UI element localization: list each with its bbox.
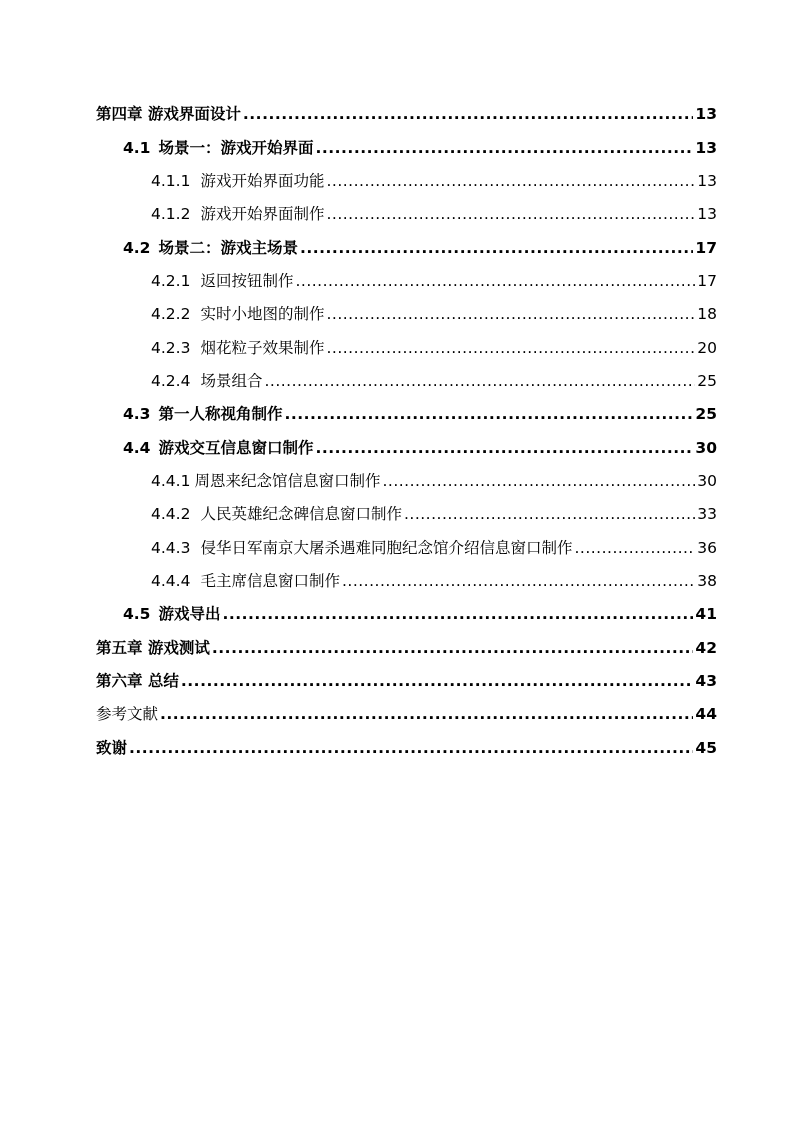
toc-entry-4-4-1[interactable] xyxy=(151,470,717,492)
toc-entry-title: 烟花粒子效果制作 xyxy=(200,339,325,357)
toc-entry-title: 第四章 游戏界面设计 xyxy=(96,105,241,123)
toc-entry-acknowledgements[interactable] xyxy=(96,737,717,759)
toc-entry-page: 13 xyxy=(697,172,717,190)
toc-entry-page: 13 xyxy=(695,139,717,157)
toc-entry-title: 侵华日军南京大屠杀遇难同胞纪念馆介绍信息窗口制作 xyxy=(200,539,573,557)
dot-leader xyxy=(315,137,693,159)
toc-entry-number: 4.1 xyxy=(123,139,151,157)
toc-entry-4-2-4[interactable] xyxy=(151,370,717,392)
dot-leader xyxy=(300,237,693,259)
toc-entry-number: 4.2.1 xyxy=(151,272,191,290)
toc-entry-title: 场景组合 xyxy=(200,372,263,390)
toc-entry-page: 17 xyxy=(695,239,717,257)
toc-entry-4-4-2[interactable] xyxy=(151,503,717,525)
toc-entry-page: 13 xyxy=(695,105,717,123)
toc-entry-4-2-3[interactable] xyxy=(151,337,717,359)
toc-entry-4-2-1[interactable] xyxy=(151,270,717,292)
toc-entry-title: 游戏开始界面功能 xyxy=(200,172,325,190)
dot-leader xyxy=(181,670,694,692)
toc-entry-chapter-4[interactable] xyxy=(96,103,717,125)
toc-entry-number: 4.4.4 xyxy=(151,572,191,590)
dot-leader xyxy=(160,703,693,725)
toc-entry-chapter-5[interactable] xyxy=(96,637,717,659)
toc-entry-page: 25 xyxy=(697,372,717,390)
toc-entry-page: 30 xyxy=(695,439,717,457)
toc-entry-page: 36 xyxy=(697,539,717,557)
toc-entry-4-2[interactable] xyxy=(123,237,717,259)
dot-leader xyxy=(326,170,695,192)
toc-entry-title: 毛主席信息窗口制作 xyxy=(200,572,340,590)
toc-entry-number: 4.3 xyxy=(123,405,151,423)
toc-entry-number: 4.5 xyxy=(123,605,151,623)
toc-entry-number: 4.1.1 xyxy=(151,172,191,190)
toc-entry-title: 致谢 xyxy=(96,739,128,757)
toc-entry-references[interactable] xyxy=(96,703,717,725)
toc-entry-4-1[interactable] xyxy=(123,137,717,159)
toc-entry-page: 13 xyxy=(697,205,717,223)
toc-entry-4-2-2[interactable] xyxy=(151,303,717,325)
dot-leader xyxy=(222,603,693,625)
toc-entry-page: 33 xyxy=(697,505,717,523)
toc-entry-number: 4.2.4 xyxy=(151,372,191,390)
toc-entry-page: 42 xyxy=(695,639,717,657)
dot-leader xyxy=(382,470,695,492)
toc-entry-number: 4.2.2 xyxy=(151,305,191,323)
dot-leader xyxy=(243,103,694,125)
toc-entry-page: 45 xyxy=(695,739,717,757)
toc-entry-page: 44 xyxy=(695,705,717,723)
toc-entry-number: 4.1.2 xyxy=(151,205,191,223)
dot-leader xyxy=(326,203,695,225)
toc-entry-title: 参考文献 xyxy=(96,705,159,723)
dot-leader xyxy=(315,437,693,459)
toc-entry-number: 4.4 xyxy=(123,439,151,457)
toc-entry-title: 场景一：游戏开始界面 xyxy=(158,139,314,157)
toc-entry-page: 38 xyxy=(697,572,717,590)
toc-entry-page: 18 xyxy=(697,305,717,323)
toc-entry-title: 第六章 总结 xyxy=(96,672,179,690)
toc-entry-title: 游戏交互信息窗口制作 xyxy=(158,439,314,457)
toc-entry-4-4-4[interactable] xyxy=(151,570,717,592)
toc-entry-4-4-3[interactable] xyxy=(151,537,717,559)
toc-entry-title: 第一人称视角制作 xyxy=(158,405,283,423)
toc-entry-title: 游戏开始界面制作 xyxy=(200,205,325,223)
dot-leader xyxy=(326,337,695,359)
toc-entry-page: 43 xyxy=(695,672,717,690)
dot-leader xyxy=(342,570,695,592)
dot-leader xyxy=(326,303,695,325)
dot-leader xyxy=(284,403,693,425)
toc-entry-4-1-1[interactable] xyxy=(151,170,717,192)
toc-entry-title: 场景二：游戏主场景 xyxy=(158,239,298,257)
toc-entry-title: 周恩来纪念馆信息窗口制作 xyxy=(194,472,381,490)
dot-leader xyxy=(212,637,694,659)
toc-entry-number: 4.4.1 xyxy=(151,472,191,490)
toc-entry-number: 4.4.3 xyxy=(151,539,191,557)
dot-leader xyxy=(404,503,695,525)
toc-entry-title: 人民英雄纪念碑信息窗口制作 xyxy=(200,505,402,523)
toc-entry-title: 实时小地图的制作 xyxy=(200,305,325,323)
toc-entry-number: 4.2 xyxy=(123,239,151,257)
toc-entry-title: 游戏导出 xyxy=(158,605,221,623)
toc-entry-4-3[interactable] xyxy=(123,403,717,425)
toc-entry-number: 4.4.2 xyxy=(151,505,191,523)
dot-leader xyxy=(129,737,693,759)
toc-entry-page: 17 xyxy=(697,272,717,290)
dot-leader xyxy=(264,370,695,392)
toc-entry-number: 4.2.3 xyxy=(151,339,191,357)
toc-entry-page: 20 xyxy=(697,339,717,357)
toc-entry-4-4[interactable] xyxy=(123,437,717,459)
toc-entry-4-1-2[interactable] xyxy=(151,203,717,225)
toc-entry-page: 25 xyxy=(695,405,717,423)
toc-entry-4-5[interactable] xyxy=(123,603,717,625)
toc-entry-page: 41 xyxy=(695,605,717,623)
toc-entry-page: 30 xyxy=(697,472,717,490)
toc-entry-title: 返回按钮制作 xyxy=(200,272,294,290)
dot-leader xyxy=(574,537,695,559)
toc-entry-chapter-6[interactable] xyxy=(96,670,717,692)
dot-leader xyxy=(295,270,695,292)
toc-entry-title: 第五章 游戏测试 xyxy=(96,639,210,657)
